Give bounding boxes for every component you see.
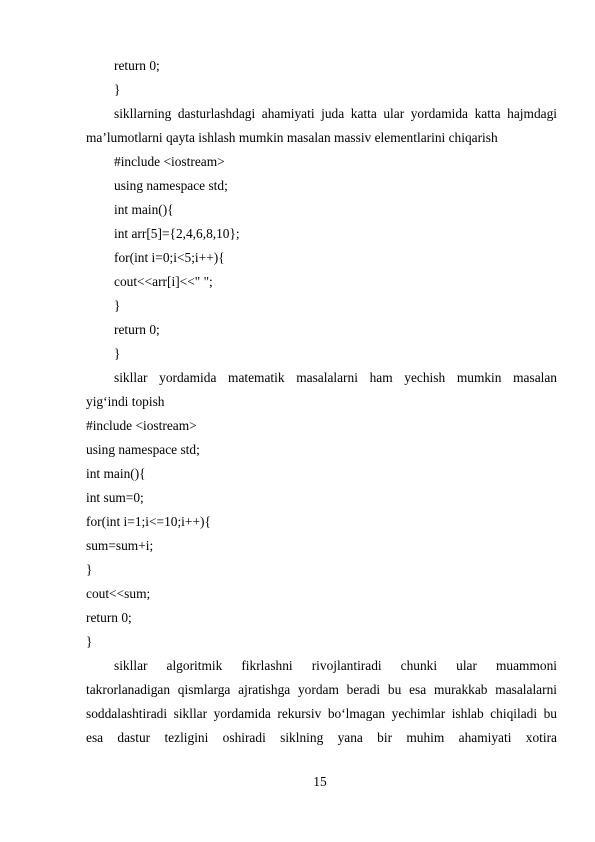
paragraph-line: sikllarning dasturlashdagi ahamiyati juda katta ular yordamida katta hajmdagi <box>114 106 557 121</box>
code-line: cout<<arr[i]<<" "; <box>114 274 213 289</box>
code-line: for(int i=0;i<5;i++){ <box>114 250 225 265</box>
paragraph-line: takrorlanadigan qismlarga ajratishga yordam beradi bu esa murakkab masalalarni <box>86 682 557 697</box>
paragraph-line: sikllar yordamida matematik masalalarni ham yechish mumkin masalan <box>114 370 557 385</box>
code-line: using namespace std; <box>86 442 200 457</box>
code-line: return 0; <box>86 610 132 625</box>
code-line: int arr[5]={2,4,6,8,10}; <box>114 226 240 241</box>
text-line: return 0; <box>114 58 160 73</box>
code-line: cout<<sum; <box>86 586 151 601</box>
paragraph-line: esa dastur tezligini oshiradi siklning yana bir muhim ahamiyati xotira <box>86 730 557 745</box>
paragraph-line: ma’lumotlarni qayta ishlash mumkin masalan massiv elementlarini chiqarish <box>86 130 498 145</box>
code-line: } <box>86 562 93 577</box>
code-line: } <box>114 346 121 361</box>
code-line: return 0; <box>114 322 160 337</box>
paragraph-line: yig‘indi topish <box>86 394 165 409</box>
code-line: for(int i=1;i<=10;i++){ <box>86 514 211 529</box>
page-number: 15 <box>313 774 327 789</box>
text-line: } <box>114 82 121 97</box>
code-line: } <box>114 298 121 313</box>
code-line: int main(){ <box>86 466 146 481</box>
paragraph-line: soddalashtiradi sikllar yordamida rekursiv bo‘lmagan yechimlar ishlab chiqiladi bu <box>86 706 557 721</box>
code-line: #include <iostream> <box>114 154 225 169</box>
code-line: sum=sum+i; <box>86 538 154 553</box>
code-line: using namespace std; <box>114 178 228 193</box>
code-line: int main(){ <box>114 202 174 217</box>
code-line: } <box>86 634 93 649</box>
paragraph-line: sikllar algoritmik fikrlashni rivojlantiradi chunki ular muammoni <box>114 658 557 673</box>
code-line: #include <iostream> <box>86 418 197 433</box>
code-line: int sum=0; <box>86 490 144 505</box>
